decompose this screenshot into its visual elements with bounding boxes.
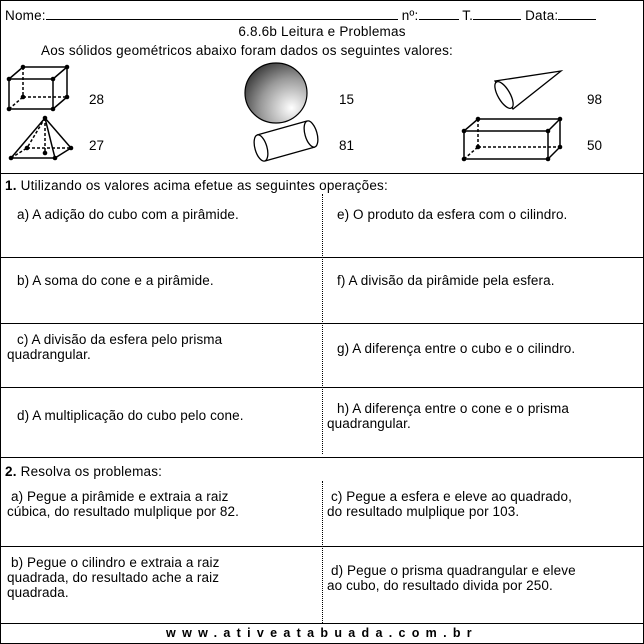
- cone-icon: [487, 67, 567, 113]
- divider: [1, 457, 643, 458]
- date-label: Data:: [525, 8, 559, 23]
- section1-number: 1.: [5, 178, 17, 193]
- exercise-1e: e) O produto da esfera com o cilindro.: [337, 207, 568, 222]
- pyramid-icon: [7, 114, 77, 164]
- pyramid-value: 27: [89, 138, 105, 153]
- sphere-icon: [243, 61, 311, 127]
- divider: [1, 387, 643, 388]
- sphere-value: 15: [339, 92, 355, 107]
- problem-2b: [7, 555, 219, 600]
- problem-2b-line3: quadrada.: [7, 585, 69, 600]
- section2-heading: [5, 464, 162, 479]
- divider: [1, 257, 643, 258]
- problem-2a: [7, 489, 239, 519]
- cube-value: 28: [89, 92, 105, 107]
- problem-2b-line2: quadrada, do resultado ache a raiz: [7, 570, 220, 585]
- problem-2c: [327, 489, 572, 519]
- exercise-1h: [327, 401, 569, 431]
- section2-heading-text: Resolva os problemas:: [16, 464, 163, 479]
- number-blank: [419, 7, 459, 20]
- prism-value: 50: [587, 138, 603, 153]
- problem-2a-line1: a) Pegue a pirâmide e extraia a raiz: [11, 489, 229, 504]
- exercise-1c-line1: c) A divisão da esfera pelo prisma: [17, 332, 223, 347]
- cube-icon: [5, 63, 75, 113]
- problem-2c-line1: c) Pegue a esfera e eleve ao quadrado,: [331, 489, 572, 504]
- divider: [1, 623, 643, 624]
- problem-2b-line1: b) Pegue o cilindro e extraia a raiz: [11, 555, 220, 570]
- problem-2d: [327, 563, 576, 593]
- name-blank: [46, 7, 398, 20]
- cylinder-icon: [245, 119, 323, 161]
- number-label: nº:: [401, 8, 419, 23]
- intro-text: Aos sólidos geométricos abaixo foram dados os seguintes valores:: [41, 43, 454, 58]
- exercise-1d: d) A multiplicação do cubo pelo cone.: [17, 408, 244, 423]
- cone-value: 98: [587, 92, 603, 107]
- exercise-1b: b) A soma do cone e a pirâmide.: [17, 273, 214, 288]
- prism-icon: [460, 115, 566, 163]
- problem-2a-line2: cúbica, do resultado mulplique por 82.: [7, 504, 239, 519]
- date-blank: [558, 7, 596, 20]
- cylinder-value: 81: [339, 138, 355, 153]
- divider: [1, 323, 643, 324]
- section2-number: 2.: [5, 464, 17, 479]
- footer-site: www.ativeatabuada.com.br: [166, 626, 478, 640]
- divider: [1, 546, 643, 547]
- exercise-1c-line2: quadrangular.: [7, 347, 91, 362]
- column-divider: [322, 481, 323, 623]
- divider: [1, 173, 643, 174]
- name-label: Nome:: [5, 8, 46, 23]
- class-blank: [473, 7, 521, 20]
- exercise-1h-line2: quadrangular.: [327, 416, 411, 431]
- header-fields: [5, 7, 596, 23]
- worksheet-title: 6.8.6b Leitura e Problemas: [238, 24, 406, 39]
- exercise-1h-line1: h) A diferença entre o cone e o prisma: [337, 401, 569, 416]
- problem-2c-line2: do resultado mulplique por 103.: [327, 504, 520, 519]
- section1-heading-text: Utilizando os valores acima efetue as seguintes operações:: [16, 178, 388, 193]
- problem-2d-line2: ao cubo, do resultado divida por 250.: [327, 578, 553, 593]
- class-label: T.: [462, 8, 474, 23]
- exercise-1c: [7, 332, 222, 362]
- section1-heading: [5, 178, 388, 193]
- exercise-1g: g) A diferença entre o cubo e o cilindro.: [337, 341, 576, 356]
- exercise-1f: f) A divisão da pirâmide pela esfera.: [337, 273, 555, 288]
- column-divider: [322, 194, 323, 454]
- problem-2d-line1: d) Pegue o prisma quadrangular e eleve: [331, 563, 576, 578]
- exercise-1a: a) A adição do cubo com a pirâmide.: [17, 207, 239, 222]
